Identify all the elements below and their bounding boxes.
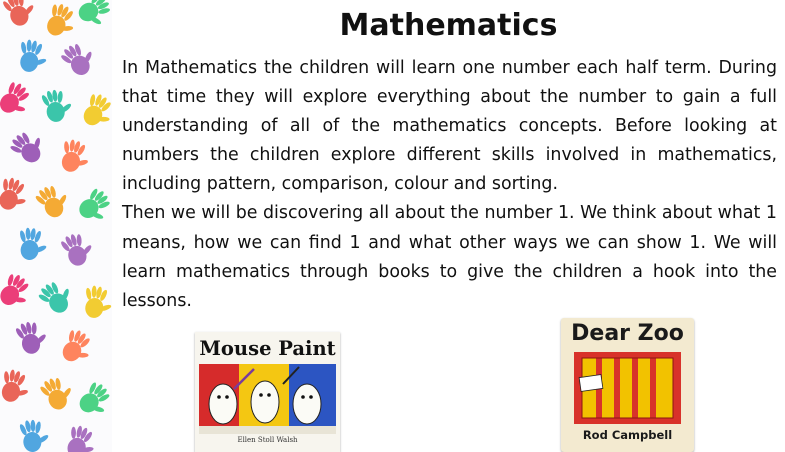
handprint-icon (0, 175, 33, 215)
handprint-icon (18, 418, 50, 452)
handprint-icon (41, 0, 82, 42)
handprint-icon (56, 137, 93, 176)
body-text (122, 54, 777, 316)
handprint-icon (57, 37, 100, 80)
handprint-icon (0, 78, 37, 122)
handprint-icon (58, 229, 97, 269)
dear-zoo-title: Dear Zoo (571, 321, 684, 346)
paragraph-one: In Mathematics the children will learn one number each half term. During that time they will explore everything about the number to gain a full understanding of all of the mathematics concepts. Before looking at numbers the children explore different skills involved in mathematics, including pattern, comparison, colour and sorting. (122, 58, 777, 195)
mouse-paint-author: Ellen Stoll Walsh (237, 436, 298, 444)
handprint-icon (6, 125, 50, 169)
handprint-icon (35, 275, 79, 319)
handprint-decoration (0, 0, 112, 452)
page-title: Mathematics (339, 8, 558, 43)
handprint-icon (0, 367, 34, 406)
handprint-icon (13, 318, 50, 357)
handprint-icon (77, 90, 112, 133)
handprint-icon (40, 87, 75, 124)
handprint-icon (80, 284, 112, 321)
handprint-icon (74, 0, 112, 32)
handprint-icon (0, 0, 39, 29)
handprint-icon (37, 372, 78, 414)
handprint-icon (15, 38, 50, 75)
handprint-icon (73, 378, 112, 422)
mouse-paint-title: Mouse Paint (199, 337, 336, 360)
handprint-icon (62, 423, 101, 452)
paragraph-two: Then we will be discovering all about the number 1. We think about what 1 means, how we can find 1 and what other ways we can show 1. We will learn mathematics through books to give the children a hook into the lessons. (122, 203, 777, 311)
dear-zoo-author: Rod Campbell (582, 428, 673, 442)
dear-zoo-book-cover (561, 318, 694, 452)
handprint-icon (32, 179, 74, 222)
mouse-paint-illustration (199, 364, 336, 434)
handprint-icon (17, 227, 49, 262)
handprint-icon (73, 185, 112, 229)
dear-zoo-crate-illustration (574, 352, 681, 424)
handprint-icon (0, 270, 37, 313)
mouse-paint-book-cover (195, 332, 340, 452)
handprint-border (0, 0, 112, 452)
handprint-icon (56, 326, 98, 369)
